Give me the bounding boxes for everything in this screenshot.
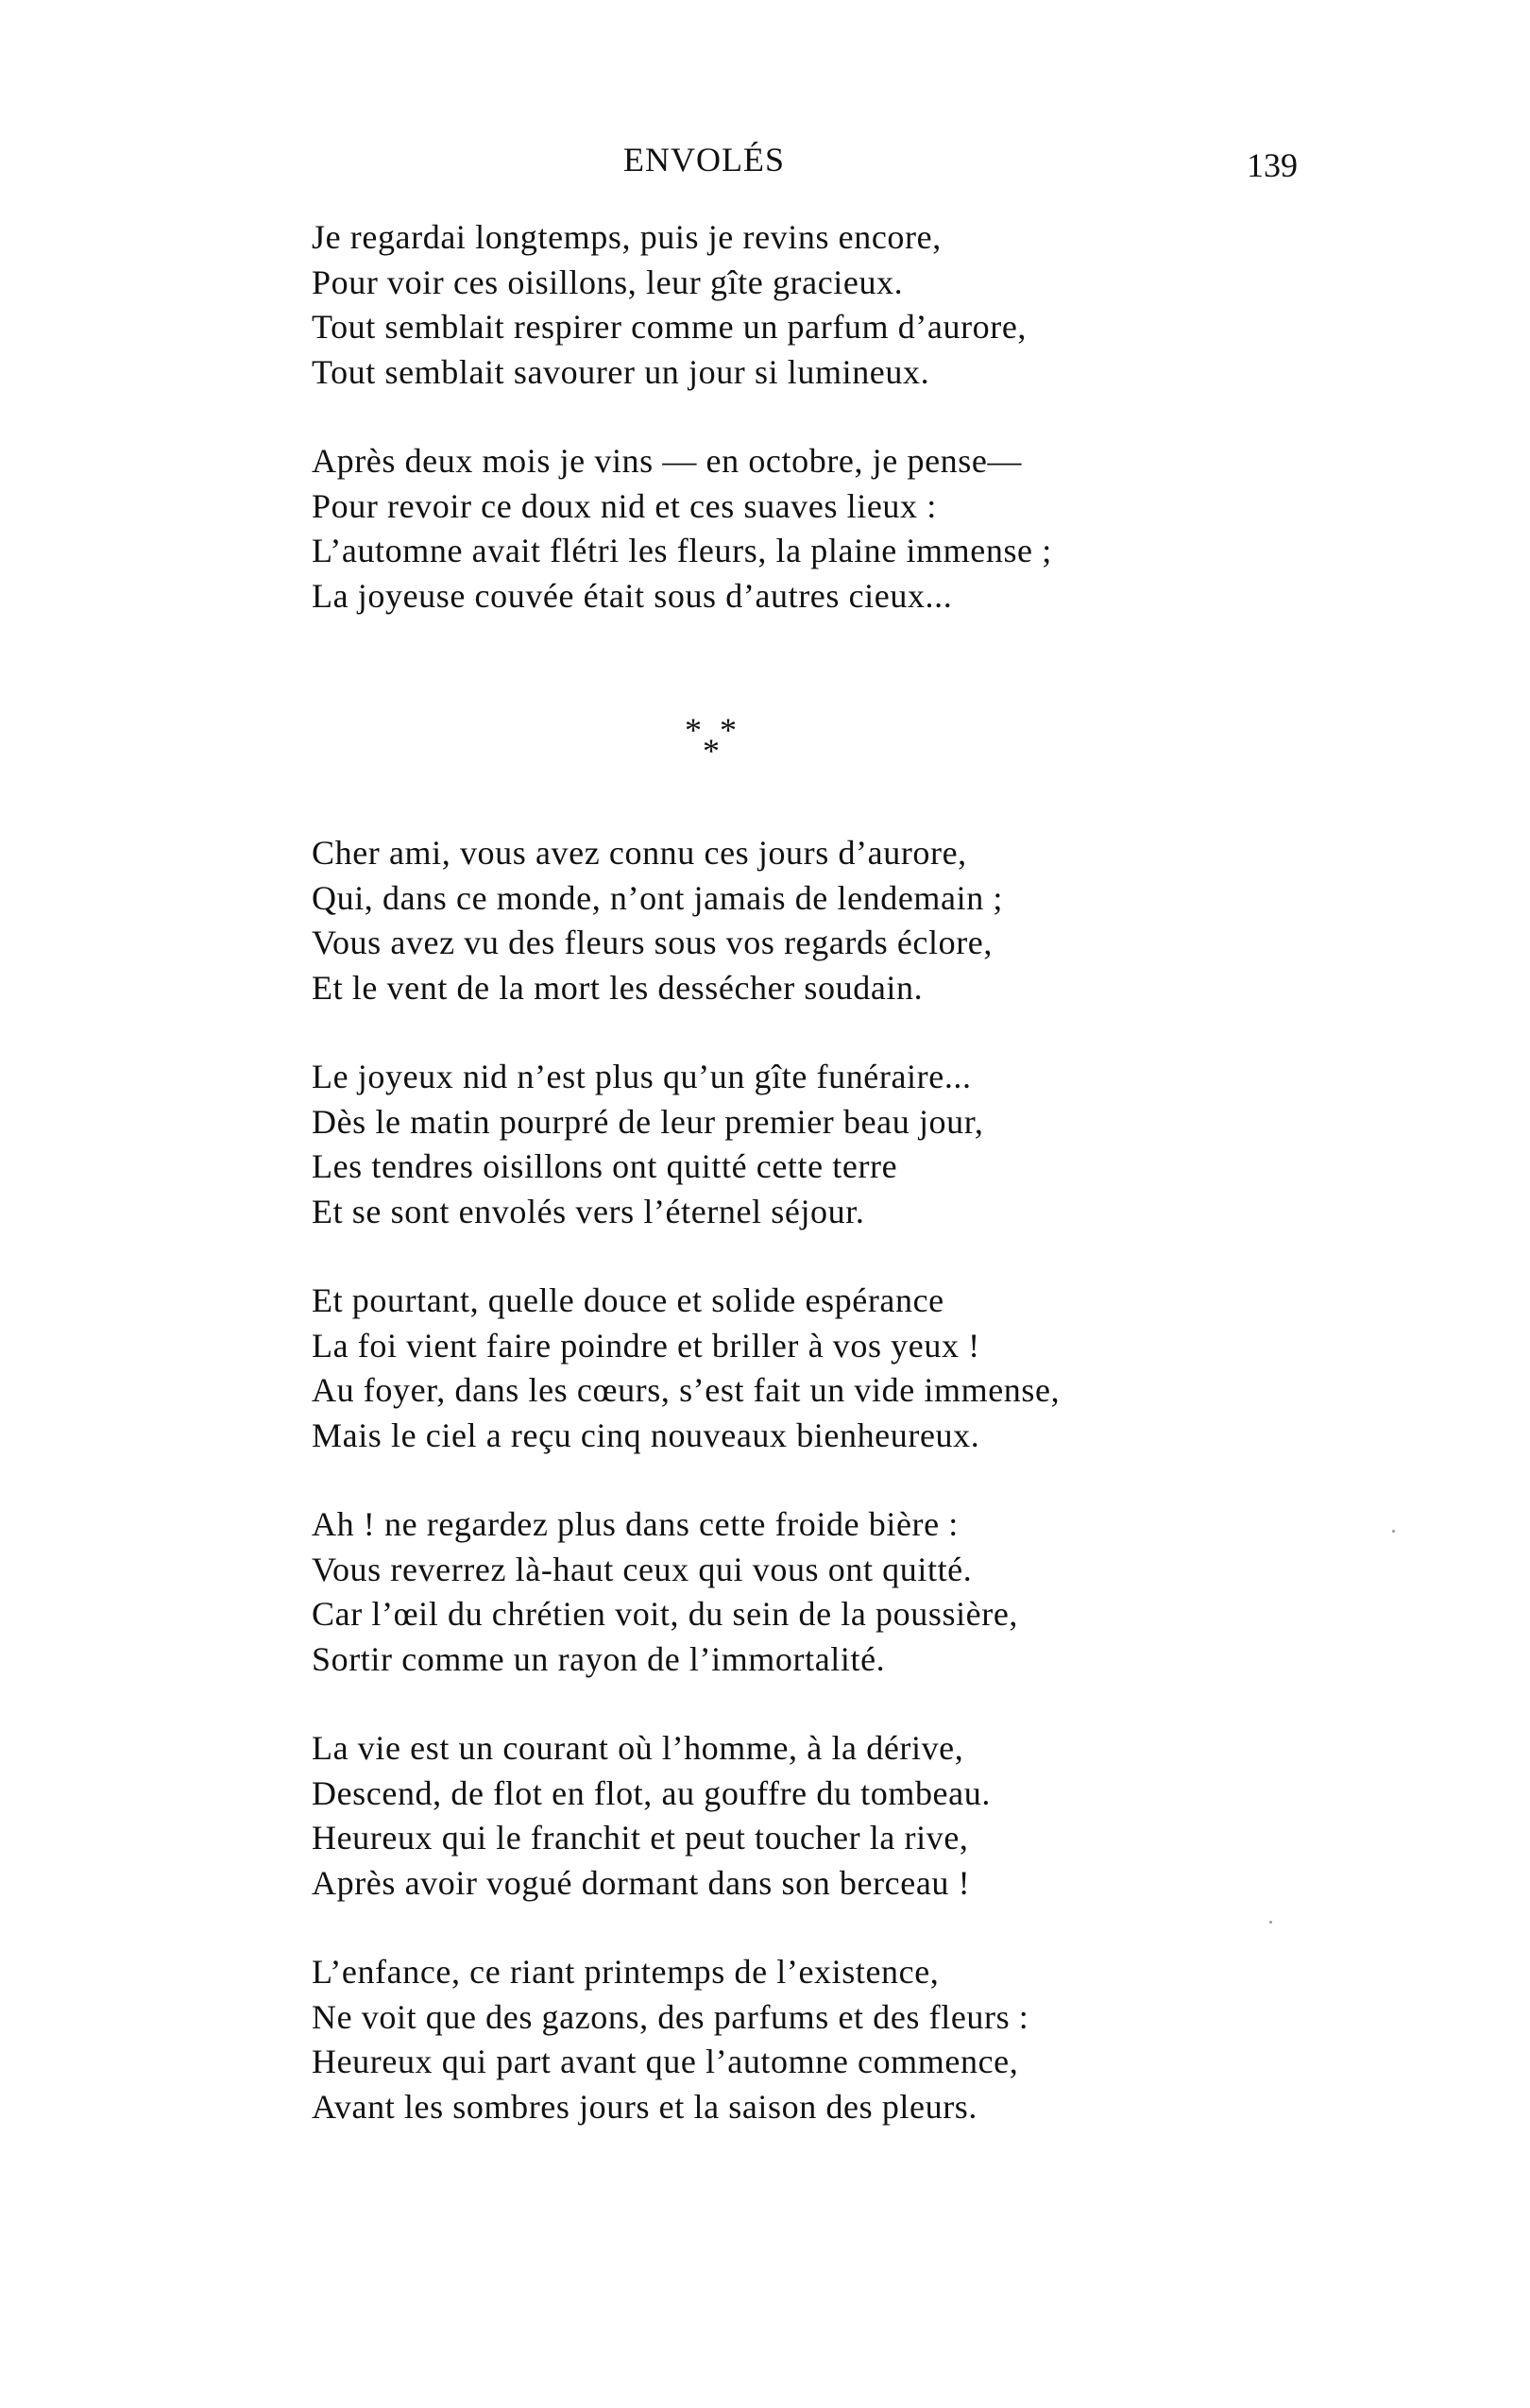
verse-line: Heureux qui part avant que l’automne commence, — [312, 2043, 1019, 2080]
verse-line: Après deux mois je vins — en octobre, je pense— — [312, 442, 1023, 480]
poem-part-2 — [312, 831, 1256, 2129]
poem-part-1 — [312, 215, 1256, 619]
verse-line: Après avoir vogué dormant dans son berceau ! — [312, 1863, 971, 1902]
stanza — [312, 439, 1256, 619]
asterism-star: * — [685, 711, 702, 749]
verse-line: Au foyer, dans les cœurs, s’est fait un vide immense, — [312, 1371, 1061, 1409]
stanza-gap — [312, 1906, 1256, 1950]
running-title: ENVOLÉS — [623, 141, 785, 178]
verse-line: Vous avez vu des fleurs sous vos regards éclore, — [312, 924, 993, 961]
asterism-star: * — [703, 732, 720, 770]
stanza-gap — [312, 395, 1256, 439]
verse-line: Cher ami, vous avez connu ces jours d’aurore, — [312, 834, 967, 872]
verse-line: Vous reverrez là-haut ceux qui vous ont quitté. — [312, 1550, 973, 1588]
stanza — [312, 1950, 1256, 2129]
verse-line: Avant les sombres jours et la saison des pleurs. — [312, 2087, 978, 2126]
verse-line: Je regardai longtemps, puis je revins encore, — [312, 218, 942, 256]
verse-line: Pour voir ces oisillons, leur gîte gracieux. — [312, 263, 904, 301]
asterism-star: * — [720, 711, 737, 749]
asterism-separator — [0, 710, 1530, 786]
stanza-gap — [312, 1458, 1256, 1502]
verse-line: Ah ! ne regardez plus dans cette froide bière : — [312, 1505, 959, 1543]
stanza-gap — [312, 1010, 1256, 1055]
stanza — [312, 831, 1256, 1010]
verse-line: Ne voit que des gazons, des parfums et des fleurs : — [312, 1997, 1029, 2036]
stanza — [312, 215, 1256, 395]
stanza — [312, 1055, 1256, 1234]
paper-speck — [1392, 1530, 1395, 1533]
verse-line: Mais le ciel a reçu cinq nouveaux bienheureux. — [312, 1416, 980, 1454]
verse-line: Descend, de flot en flot, au gouffre du tombeau. — [312, 1773, 991, 1812]
verse-line: La joyeuse couvée était sous d’autres cieux... — [312, 576, 953, 615]
verse-line: Car l’œil du chrétien voit, du sein de la poussière, — [312, 1595, 1019, 1633]
paper-speck — [1269, 1921, 1272, 1924]
stanza — [312, 1279, 1256, 1458]
verse-line: Le joyeux nid n’est plus qu’un gîte funéraire... — [312, 1058, 972, 1095]
verse-line: Pour revoir ce doux nid et ces suaves lieux : — [312, 486, 937, 525]
verse-line: Dès le matin pourpré de leur premier beau jour, — [312, 1102, 984, 1141]
stanza-gap — [312, 1234, 1256, 1279]
verse-line: Les tendres oisillons ont quitté cette terre — [312, 1147, 898, 1185]
stanza — [312, 1502, 1256, 1682]
verse-line: Qui, dans ce monde, n’ont jamais de lendemain ; — [312, 878, 1004, 917]
page-number: 139 — [1247, 146, 1298, 184]
page-header — [0, 140, 1530, 196]
verse-line: Tout semblait respirer comme un parfum d’aurore, — [312, 308, 1028, 346]
verse-line: L’automne avait flétri les fleurs, la plaine immense ; — [312, 532, 1052, 569]
verse-line: La foi vient faire poindre et briller à vos yeux ! — [312, 1326, 980, 1365]
verse-line: Et se sont envolés vers l’éternel séjour. — [312, 1192, 865, 1230]
verse-line: Heureux qui le franchit et peut toucher la rive, — [312, 1819, 969, 1857]
verse-line: Et pourtant, quelle douce et solide espérance — [312, 1281, 944, 1319]
verse-line: L’enfance, ce riant printemps de l’existence, — [312, 1953, 940, 1991]
stanza — [312, 1726, 1256, 1906]
verse-line: Sortir comme un rayon de l’immortalité. — [312, 1639, 886, 1678]
verse-line: La vie est un courant où l’homme, à la dérive, — [312, 1729, 964, 1767]
verse-line: Tout semblait savourer un jour si lumineux. — [312, 352, 930, 391]
stanza-gap — [312, 1682, 1256, 1726]
verse-line: Et le vent de la mort les dessécher soudain. — [312, 968, 924, 1007]
